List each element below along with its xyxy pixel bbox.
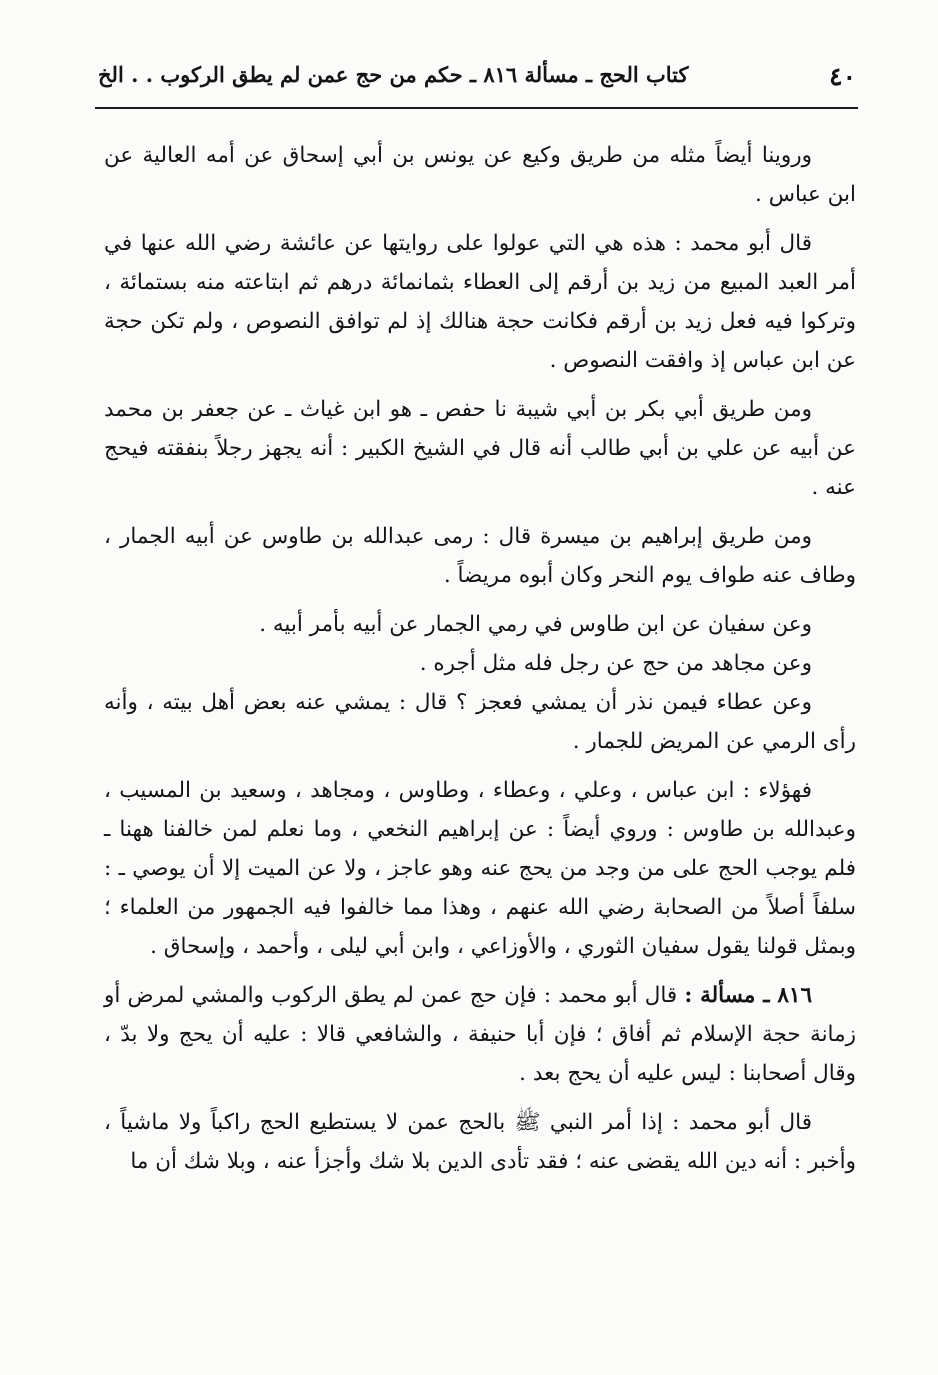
- paragraph-8: فهؤلاء : ابن عباس ، وعلي ، وعطاء ، وطاوس ، ومجاهد ، وسعيد بن المسيب ، وعبدالله بن طاوس : وروي أيضاً : عن إبراهيم النخعي ، وما نعلم لمن خالفنا ههنا ـ فلم يوجب الحج على من وجد من يحج عنه وهو عاجز ، ولا عن الميت إلا أن يوصي ـ : سلفاً أصلاً من الصحابة رضي الله عنهم ، وهذا مما خالفوا فيه الجمهور من العلماء ؛ وبمثل قولنا يقول سفيان الثوري ، والأوزاعي ، وابن أبي ليلى ، وأحمد ، وإسحاق .: [104, 778, 856, 959]
- paragraph-7: وعن عطاء فيمن نذر أن يمشي فعجز ؟ قال : يمشي عنه بعض أهل بيته ، وأنه رأى الرمي عن المريض للجمار .: [104, 690, 856, 754]
- paragraph-1: وروينا أيضاً مثله من طريق وكيع عن يونس بن أبي إسحاق عن أمه العالية عن ابن عباس .: [104, 143, 856, 207]
- paragraph-6: وعن مجاهد من حج عن رجل فله مثل أجره .: [419, 651, 812, 676]
- paragraph-5: وعن سفيان عن ابن طاوس في رمي الجمار عن أبيه بأمر أبيه .: [259, 612, 812, 637]
- header-divider: [95, 107, 858, 109]
- page-body: [104, 136, 856, 1191]
- page-number: ٤٠: [829, 62, 856, 91]
- running-title: كتاب الحج ـ مسألة ٨١٦ ـ حكم من حج عمن لم يطق الركوب . . الخ: [98, 62, 689, 87]
- final-paragraph: قال أبو محمد : إذا أمر النبي ﷺ بالحج عمن لا يستطيع الحج راكباً ولا ماشياً ، وأخبر : أنه دين الله يقضى عنه ؛ فقد تأدى الدين بلا شك وأجزأ عنه ، وبلا شك أن ما: [104, 1110, 856, 1174]
- issue-text: قال أبو محمد : فإن حج عمن لم يطق الركوب والمشي لمرض أو زمانة حجة الإسلام ثم أفاق ؛ فإن أبا حنيفة ، والشافعي قالا : عليه أن يحج ولا بدّ ، وقال أصحابنا : ليس عليه أن يحج بعد .: [104, 983, 856, 1086]
- issue-number: ٨١٦ ـ مسألة :: [684, 983, 813, 1008]
- paragraph-3: ومن طريق أبي بكر بن أبي شيبة نا حفص ـ هو ابن غياث ـ عن جعفر بن محمد عن أبيه عن علي بن أبي طالب أنه قال في الشيخ الكبير : أنه يجهز رجلاً بنفقته فيحج عنه .: [104, 397, 856, 500]
- paragraph-2: قال أبو محمد : هذه هي التي عولوا على روايتها عن عائشة رضي الله عنها في أمر العبد المبيع من زيد بن أرقم إلى العطاء بثمانمائة درهم ثم ابتاعته منه بستمائة ، وتركوا فيه فعل زيد بن أرقم فكانت حجة هنالك إذ لم توافق النصوص ، ولم تكن حجة عن ابن عباس إذ وافقت النصوص .: [104, 231, 856, 373]
- paragraph-4: ومن طريق إبراهيم بن ميسرة قال : رمى عبدالله بن طاوس عن أبيه الجمار ، وطاف عنه طواف يوم النحر وكان أبوه مريضاً .: [104, 524, 856, 588]
- issue-paragraph: [104, 976, 856, 1093]
- page-header: [98, 58, 856, 102]
